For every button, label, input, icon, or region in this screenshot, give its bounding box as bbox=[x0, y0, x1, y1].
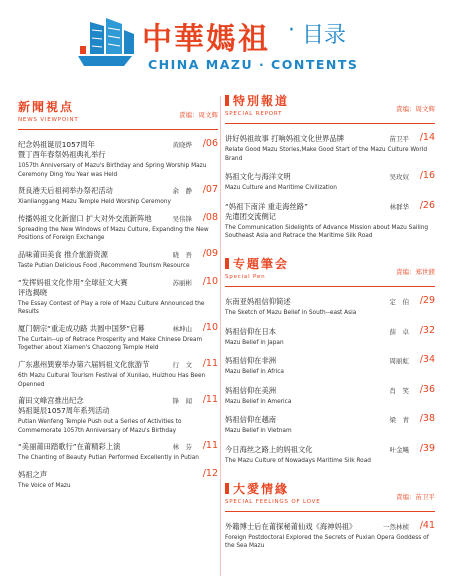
entry-page-number[interactable]: /11 bbox=[202, 394, 218, 406]
entry-title-en: Foreign Postdoctoral Explored the Secrets of Puxian Opera Goddess of the Sea Mazu bbox=[225, 534, 429, 550]
entry-title-cn-line2: 评选揭晓 bbox=[18, 287, 48, 297]
entry-page-number[interactable]: /07 bbox=[202, 184, 218, 196]
entry-author: 晓 吾 bbox=[172, 250, 192, 259]
toc-entry[interactable] bbox=[225, 383, 435, 407]
entry-title-cn: 东南亚妈祖信仰简述 bbox=[225, 296, 291, 306]
entry-title-cn: “美丽莆田踏歌行”在莆精彩上演 bbox=[18, 442, 121, 452]
entry-title-en: Taste Putian Delicious Food ,Recommend Tourism Resource bbox=[18, 262, 190, 269]
entry-title-cn: 贤良港天后祖祠举办祭祀活动 bbox=[18, 186, 113, 196]
entry-page-number[interactable]: /06 bbox=[202, 138, 218, 149]
section-header bbox=[225, 92, 435, 120]
entry-title-row bbox=[18, 275, 218, 288]
toc-entry[interactable] bbox=[225, 134, 435, 163]
entry-title-row bbox=[18, 357, 218, 370]
brand-title-cn: 中華媽祖 bbox=[142, 22, 270, 57]
entry-author: 林 芬 bbox=[172, 443, 192, 452]
section-header bbox=[225, 255, 435, 283]
entry-title-row bbox=[18, 186, 218, 196]
section-title: 特別報道 bbox=[225, 92, 435, 109]
entry-author: 余 静 bbox=[172, 187, 192, 196]
sailing-ship-logo-icon bbox=[70, 16, 140, 70]
entry-title-en: Mazu Belief in Vietnam bbox=[225, 428, 292, 435]
entry-page-number[interactable]: /34 bbox=[419, 354, 435, 366]
toc-entry[interactable] bbox=[225, 199, 435, 241]
entry-title-row bbox=[18, 467, 218, 480]
toc-entry[interactable] bbox=[18, 186, 218, 207]
entry-title-cn: 妈祖信仰在美洲 bbox=[225, 385, 277, 395]
section-header bbox=[225, 480, 435, 508]
entry-page-number[interactable]: /26 bbox=[419, 199, 435, 211]
entry-title-cn: 今日海丝之路上的妈祖文化 bbox=[225, 444, 313, 454]
entry-title-row bbox=[225, 383, 435, 396]
entry-author: 梁 青 bbox=[389, 416, 409, 425]
entry-author: 吴玫奴 bbox=[389, 173, 409, 182]
entry-author: 苏丽彬 bbox=[172, 278, 192, 287]
entry-title-row bbox=[18, 321, 218, 334]
toc-entry[interactable] bbox=[225, 356, 435, 377]
entry-title-row bbox=[225, 519, 435, 532]
entry-page-number[interactable]: /14 bbox=[419, 132, 435, 143]
entry-title-cn: 妈祖之声 bbox=[18, 469, 48, 479]
entry-page-number[interactable]: /39 bbox=[419, 442, 435, 454]
section-header-news bbox=[18, 98, 218, 126]
toc-sections bbox=[225, 92, 435, 551]
section-editor: 責编：周文辉 bbox=[179, 111, 218, 119]
entry-title-cn: 莆田文峰宫推出纪念 bbox=[18, 396, 84, 406]
entry-author: 一然林桢 bbox=[383, 522, 409, 531]
section-rule bbox=[225, 511, 435, 512]
left-column bbox=[18, 98, 218, 491]
entry-title-en: The Essay Contest of Play a role of Mazu Culture Announced the Results bbox=[18, 300, 205, 316]
entry-title-en: Mazu Belief in Japan bbox=[225, 339, 284, 346]
column-divider bbox=[220, 96, 221, 576]
entry-title-cn-line2: 先遣团交流侧记 bbox=[225, 211, 277, 221]
entry-title-cn: 外籍博士后在莆探秘莆仙戏《海神妈祖》 bbox=[225, 521, 357, 531]
toc-entry[interactable] bbox=[18, 140, 218, 179]
entry-title-cn-line2: 暨丁酉年春祭妈祖典礼举行 bbox=[18, 150, 106, 159]
toc-entry[interactable] bbox=[18, 247, 218, 271]
contents-title: 目录 bbox=[302, 23, 347, 48]
entry-title-row bbox=[225, 199, 435, 212]
entry-author: 薛 卓 bbox=[389, 327, 409, 336]
entry-title-en: The Curtain--up of Retrace Prosperity and Make Chinese Dream Together about Xiamen's Chaozong Temple Held bbox=[18, 336, 203, 352]
entry-title-cn: 厦门朝宗“重走成功路 共圆中国梦”启幕 bbox=[18, 323, 145, 333]
entry-page-number[interactable]: /29 bbox=[419, 294, 435, 306]
entry-title-en: Spreading the New Windows of Mazu Culture, Expanding the New Positions of Foreign Exchange bbox=[18, 226, 209, 242]
entry-author: 定 伯 bbox=[389, 297, 409, 306]
entry-page-number[interactable]: /12 bbox=[202, 467, 218, 479]
toc-entry[interactable] bbox=[18, 442, 218, 463]
entry-title-en: Mazu Culture and Maritime Civilization bbox=[225, 185, 337, 192]
entry-page-number[interactable]: /09 bbox=[202, 247, 218, 259]
brand-title-en: CHINA MAZU · CONTENTS bbox=[148, 57, 359, 72]
section-subtitle: SPECIAL FEELINGS OF LOVE bbox=[225, 498, 321, 505]
toc-entry[interactable] bbox=[225, 294, 435, 318]
entry-title-en: 1057th Anniversary of Mazu's Birthday and Spring Worship Mazu Ceremony Ding You Year was Held bbox=[18, 163, 207, 178]
entry-title-row bbox=[225, 134, 435, 144]
entry-title-cn: “妈祖下南洋 重走海丝路” bbox=[225, 201, 308, 211]
entry-page-number[interactable]: /08 bbox=[202, 211, 218, 223]
entry-author: 林群华 bbox=[389, 202, 409, 211]
entry-title-row bbox=[18, 247, 218, 260]
toc-entry[interactable] bbox=[18, 357, 218, 389]
entry-page-number[interactable]: /16 bbox=[419, 170, 435, 182]
entry-title-row bbox=[18, 442, 218, 452]
entry-title-en: Putian Wenfeng Temple Push out a Series of Activities to Commemorate 1057th Anniversary of Mazu's Birthday bbox=[18, 419, 182, 434]
toc-entry[interactable] bbox=[225, 415, 435, 436]
entry-author: 叶金飚 bbox=[389, 445, 409, 454]
entry-author: 林坤山 bbox=[172, 324, 192, 333]
entry-page-number[interactable]: /11 bbox=[202, 357, 218, 369]
entry-title-en: The Mazu Culture of Nowadays Maritime Silk Road bbox=[225, 457, 371, 464]
toc-entry[interactable] bbox=[18, 467, 218, 491]
toc-entry[interactable] bbox=[225, 172, 435, 193]
toc-section bbox=[225, 255, 435, 466]
entry-title-cn: 品味莆田美食 推介旅游资源 bbox=[18, 249, 108, 259]
entry-title-cn: 讲好妈祖故事 打响妈祖文化世界品牌 bbox=[225, 134, 345, 143]
entry-author: 周丽虹 bbox=[389, 357, 409, 366]
toc-entry[interactable] bbox=[18, 211, 218, 243]
section-mark-icon bbox=[225, 258, 229, 269]
section-editor: 責编：周文辉 bbox=[396, 105, 435, 113]
toc-list bbox=[18, 140, 218, 491]
entry-page-number[interactable]: /11 bbox=[202, 440, 218, 452]
entry-page-number[interactable]: /10 bbox=[202, 321, 218, 333]
entry-title-cn-line2: 妈祖诞辰1057周年系列活动 bbox=[18, 406, 110, 416]
right-column bbox=[225, 92, 435, 551]
entry-title-row bbox=[225, 172, 435, 182]
entry-title-row bbox=[225, 415, 435, 425]
entry-author: 苗卫平 bbox=[389, 135, 409, 143]
entry-title-en: Relate Good Mazu Stories,Make Good Start of the Mazu Culture World Brand bbox=[225, 147, 428, 162]
entry-title-cn: 妈祖信仰在非洲 bbox=[225, 356, 277, 366]
section-subtitle: Special Pen bbox=[225, 273, 266, 280]
entry-title-row bbox=[225, 294, 435, 307]
entry-title-row bbox=[225, 356, 435, 366]
entry-title-row bbox=[225, 442, 435, 455]
toc-entry[interactable] bbox=[225, 324, 435, 348]
toc-entry[interactable] bbox=[225, 442, 435, 466]
section-title: 新聞視点 bbox=[18, 100, 75, 114]
entry-title-row bbox=[225, 324, 435, 337]
toc-entry[interactable] bbox=[18, 275, 218, 317]
toc-section bbox=[225, 92, 435, 241]
entry-title-en: The Communication Sidelights of Advance Mission about Mazu Sailing Southeast Asia and Retrace the Maritime Silk Road bbox=[225, 224, 429, 240]
section-mark-icon bbox=[225, 483, 229, 494]
section-subtitle: SPECIAL REPORT bbox=[225, 111, 283, 117]
section-editor: 責编：苗卫平 bbox=[396, 492, 435, 501]
section-editor: 責编：郑世鎂 bbox=[396, 267, 435, 276]
entry-title-en: 6th Mazu Cultural Tourism Festival of Xunliao, Huizhou Has Been Openned bbox=[18, 372, 206, 388]
entry-title-cn: 传播妈祖文化新窗口 扩大对外交流新阵地 bbox=[18, 213, 152, 223]
section-rule bbox=[18, 129, 218, 130]
entry-title-row bbox=[18, 396, 218, 406]
entry-page-number[interactable]: /32 bbox=[419, 324, 435, 336]
section-title: 专題筆会 bbox=[225, 255, 435, 272]
entry-author: 行 文 bbox=[172, 360, 192, 369]
entry-title-en: Mazu Belief in Africa bbox=[225, 369, 284, 376]
entry-page-number[interactable]: /10 bbox=[202, 275, 218, 287]
section-rule bbox=[225, 286, 435, 287]
toc-entry[interactable] bbox=[18, 321, 218, 353]
entry-title-row bbox=[18, 211, 218, 224]
entry-title-cn: 纪念妈祖诞辰1057周年 bbox=[18, 140, 95, 149]
section-subtitle: NEWS VIEWPOINT bbox=[18, 117, 79, 123]
entry-title-cn: 妈祖信仰在越南 bbox=[225, 415, 277, 425]
toc-entry[interactable] bbox=[18, 396, 218, 435]
page-header bbox=[0, 0, 450, 88]
entry-author: 吴伟锋 bbox=[172, 214, 192, 223]
entry-author: 锋 闻 bbox=[172, 397, 192, 406]
entry-title-en: Xianlianggang Mazu Temple Held Worship Ceremony bbox=[18, 199, 171, 206]
entry-page-number[interactable]: /38 bbox=[419, 413, 435, 425]
entry-title-row bbox=[18, 140, 218, 150]
entry-title-en: The Sketch of Mazu Belief in South--east Asia bbox=[225, 309, 357, 316]
entry-page-number[interactable]: /36 bbox=[419, 383, 435, 395]
brand-separator: · bbox=[288, 18, 295, 43]
toc-entry[interactable] bbox=[225, 519, 435, 551]
entry-title-cn: 广东惠州巽寮举办第六届妈祖文化旅游节 bbox=[18, 359, 150, 369]
entry-title-en: The Chanting of Beauty Putian Performed Excellently in Putian bbox=[18, 455, 199, 462]
section-mark-icon bbox=[225, 95, 229, 106]
entry-page-number[interactable]: /41 bbox=[419, 519, 435, 531]
entry-title-cn: “发挥妈祖文化作用”全球征文大赛 bbox=[18, 277, 128, 287]
section-title: 大愛情緣 bbox=[225, 480, 435, 497]
entry-title-cn: 妈祖文化与海洋文明 bbox=[225, 172, 291, 182]
entry-title-en: The Voice of Mazu bbox=[18, 482, 71, 489]
entry-author: 肖 笑 bbox=[389, 386, 409, 395]
toc-section bbox=[225, 480, 435, 551]
section-rule bbox=[225, 123, 435, 124]
entry-title-cn: 妈祖信仰在日本 bbox=[225, 326, 277, 336]
entry-title-en: Mazu Belief in America bbox=[225, 398, 292, 405]
entry-author: 黄晓烨 bbox=[172, 141, 192, 149]
